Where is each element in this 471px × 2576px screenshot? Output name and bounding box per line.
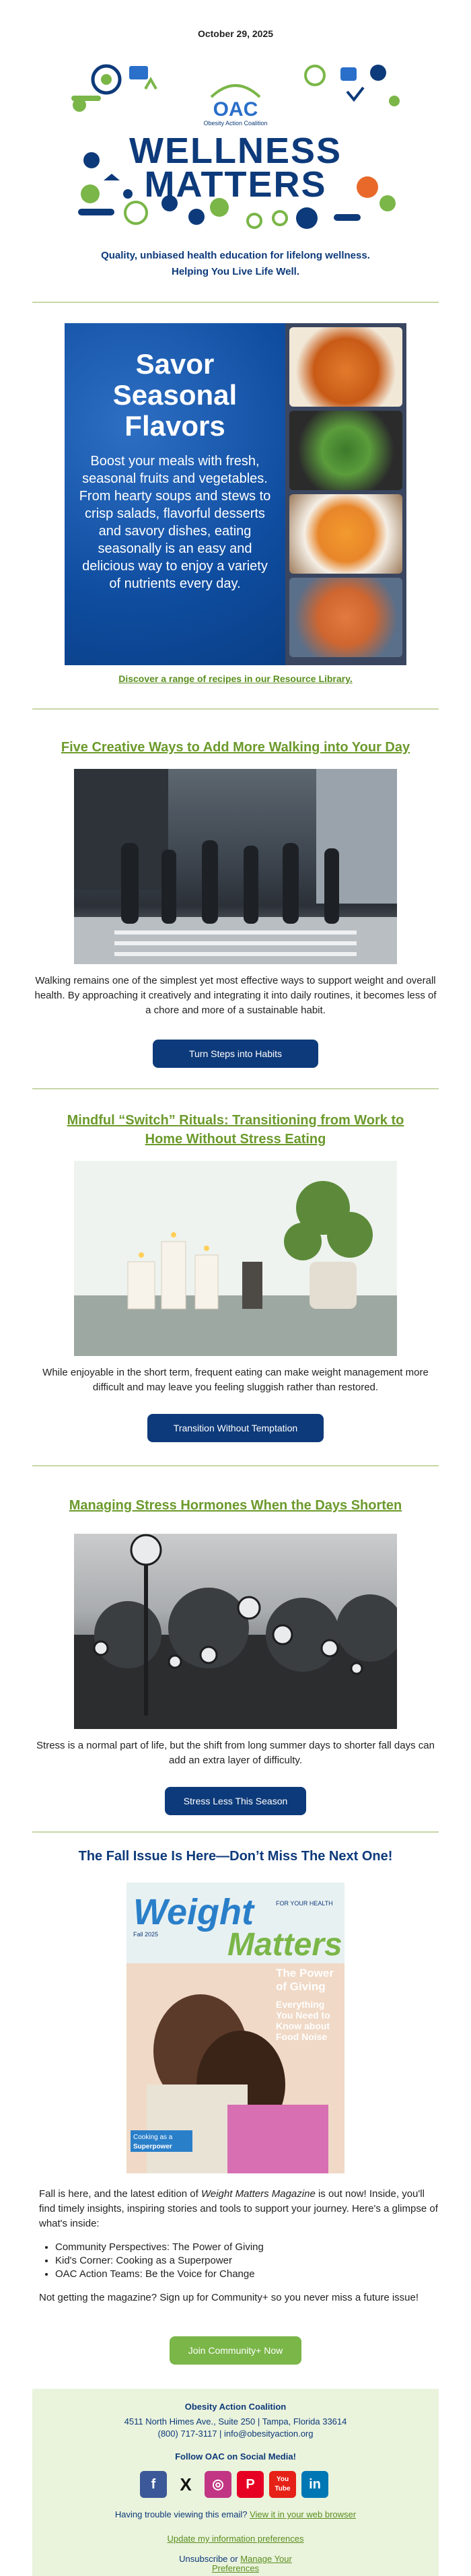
banner-title-line-2: Seasonal	[112, 379, 238, 411]
cover-issue: Fall 2025	[133, 1931, 159, 1938]
wordmark-wellness: WELLNESS	[129, 131, 342, 171]
magazine-intro-before: Fall is here, and the latest edition of	[39, 2188, 201, 2200]
divider	[32, 302, 439, 303]
manage-preferences-link[interactable]: Manage Your	[240, 2554, 292, 2564]
unsubscribe-link[interactable]: Unsubscribe	[179, 2554, 228, 2564]
youtube-icon[interactable]: You Tube	[269, 2471, 296, 2498]
cover-headline-food-2: You Need to	[276, 2010, 330, 2021]
divider	[32, 708, 439, 710]
footer-email[interactable]: info@obesityaction.org	[224, 2429, 314, 2439]
cover-headline-food-1: Everything	[276, 1999, 325, 2010]
pinterest-icon[interactable]: P	[237, 2471, 264, 2498]
tagline-line-1: Quality, unbiased health education for lifelong wellness.	[101, 250, 370, 261]
footer-update-line	[32, 2533, 439, 2545]
cover-headline-food-4: Food Noise	[276, 2031, 328, 2042]
article-switch-rituals-title[interactable]	[32, 1111, 439, 1149]
oac-full-name: Obesity Action Coalition	[203, 120, 268, 127]
view-in-browser-link[interactable]: View it in your web browser	[250, 2509, 357, 2519]
tagline-line-2: Helping You Live Life Well.	[171, 266, 300, 277]
seasonal-flavors-banner[interactable]	[65, 323, 406, 665]
stress-less-this-season-button[interactable]: Stress Less This Season	[165, 1787, 306, 1815]
footer	[32, 2389, 439, 2576]
list-item: • OAC Action Teams: Be the Voice for Change	[55, 2268, 432, 2281]
article-walking-body: Walking remains one of the simplest yet most effective ways to support weight and overall health. By approaching it creatively and integrating it into daily routines, it becomes less of a chore and more of a sustainable habit.	[34, 975, 437, 1016]
banner-title-line-1: Savor	[135, 348, 215, 380]
fall-issue-heading: The Fall Issue Is Here—Don’t Miss The Next One!	[78, 1849, 393, 1864]
list-item: • Kid's Corner: Cooking as a Superpower	[55, 2254, 432, 2268]
footer-contact	[32, 2428, 439, 2440]
cover-headline-power-2: of Giving	[276, 1980, 326, 1993]
footer-separator: |	[217, 2429, 225, 2439]
magazine-intro-title: Weight Matters Magazine	[201, 2188, 316, 2200]
wellness-matters-logo	[65, 62, 406, 232]
footer-address: 4511 North Himes Ave., Suite 250 | Tampa, Florida 33614	[124, 2416, 347, 2427]
cover-kicker: FOR YOUR HEALTH	[276, 1900, 333, 1907]
linkedin-icon[interactable]: in	[301, 2471, 328, 2498]
walking-street-photo	[74, 769, 397, 964]
x-icon[interactable]: X	[180, 2474, 192, 2495]
soup-photo	[289, 494, 402, 574]
magazine-cta-text: Not getting the magazine? Sign up for Community+ so you never miss a future issue!	[39, 2292, 419, 2303]
banner-title	[65, 349, 285, 442]
resource-library-link-wrap	[0, 673, 471, 684]
magazine-intro-after: is out now! Inside, you'll find timely insights, inspiring stories and tools to support your journey. Here's a glimpse of what's inside:	[39, 2188, 438, 2229]
divider	[32, 1831, 439, 1833]
cover-headline-power-1: The Power	[276, 1967, 334, 1979]
social-icon-row	[140, 2471, 331, 2498]
banner-body: Boost your meals with fresh, seasonal fruits and vegetables. From hearty soups and stews to crisp salads, flavorful desserts and savory dishes, eating seasonally is an easy and delicious way to enjoy a variety of nutrients every day.	[79, 454, 271, 591]
article-stress-body: Stress is a normal part of life, but the shift from long summer days to shorter fall days can add an extra layer of difficulty.	[36, 1740, 435, 1766]
magazine-intro	[39, 2187, 440, 2231]
footer-org-name: Obesity Action Coalition	[184, 2402, 287, 2412]
join-community-plus-button[interactable]: Join Community+ Now	[170, 2336, 301, 2365]
banner-food-photos	[285, 323, 406, 665]
salad-photo	[289, 411, 402, 490]
candles-windowsill-photo	[74, 1161, 397, 1356]
sweet-potato-photo	[289, 578, 402, 657]
wordmark-matters: MATTERS	[144, 164, 327, 205]
update-preferences-link[interactable]: Update my information preferences	[167, 2534, 304, 2544]
turn-steps-into-habits-button[interactable]: Turn Steps into Habits	[153, 1040, 318, 1068]
clocks-trees-photo	[74, 1534, 397, 1729]
article-walking-title[interactable]: Five Creative Ways to Add More Walking into Your Day	[61, 740, 410, 755]
cover-corner-1: Cooking as a	[133, 2134, 173, 2141]
transition-without-temptation-button[interactable]: Transition Without Temptation	[147, 1414, 324, 1442]
article-switch-body: While enjoyable in the short term, frequent eating can make weight management more difficult and may leave you feeling sluggish rather than restored.	[42, 1367, 429, 1393]
article-stress-hormones-title[interactable]: Managing Stress Hormones When the Days Shorten	[69, 1498, 402, 1513]
divider	[32, 1465, 439, 1466]
footer-trouble-text: Having trouble viewing this email?	[114, 2509, 250, 2519]
cover-corner-2: Superpower	[133, 2143, 172, 2150]
oac-short-name: OAC	[213, 98, 258, 121]
cover-title-matters: Matters	[227, 1927, 342, 1963]
article-switch-title-line-1: Mindful “Switch” Rituals: Transitioning from Work to	[67, 1113, 404, 1128]
weight-matters-magazine-cover[interactable]	[126, 1883, 345, 2173]
tagline	[0, 248, 471, 280]
cover-title-weight: Weight	[133, 1892, 254, 1932]
footer-phone[interactable]: (800) 717-3117	[157, 2429, 217, 2439]
issue-date: October 29, 2025	[197, 28, 274, 39]
manage-preferences-link-line-2[interactable]: Preferences	[211, 2563, 260, 2573]
footer-follow-text: Follow OAC on Social Media!	[175, 2451, 296, 2462]
footer-trouble-line	[32, 2509, 439, 2521]
footer-or-text: or	[227, 2554, 241, 2564]
banner-text-panel	[65, 323, 285, 665]
pumpkin-dish-photo	[289, 327, 402, 407]
footer-unsubscribe-line	[32, 2554, 439, 2573]
resource-library-link[interactable]: Discover a range of recipes in our Resource Library.	[118, 673, 353, 684]
instagram-icon[interactable]: ◎	[205, 2471, 231, 2498]
divider	[32, 1088, 439, 1089]
article-switch-title-line-2: Home Without Stress Eating	[145, 1132, 326, 1147]
facebook-icon[interactable]: f	[140, 2471, 167, 2498]
oac-emblem	[203, 86, 267, 127]
banner-title-line-3: Flavors	[124, 410, 225, 442]
cover-headline-food-3: Know about	[276, 2021, 330, 2031]
magazine-contents-list	[55, 2241, 432, 2281]
list-item: • Community Perspectives: The Power of Giving	[55, 2241, 432, 2254]
